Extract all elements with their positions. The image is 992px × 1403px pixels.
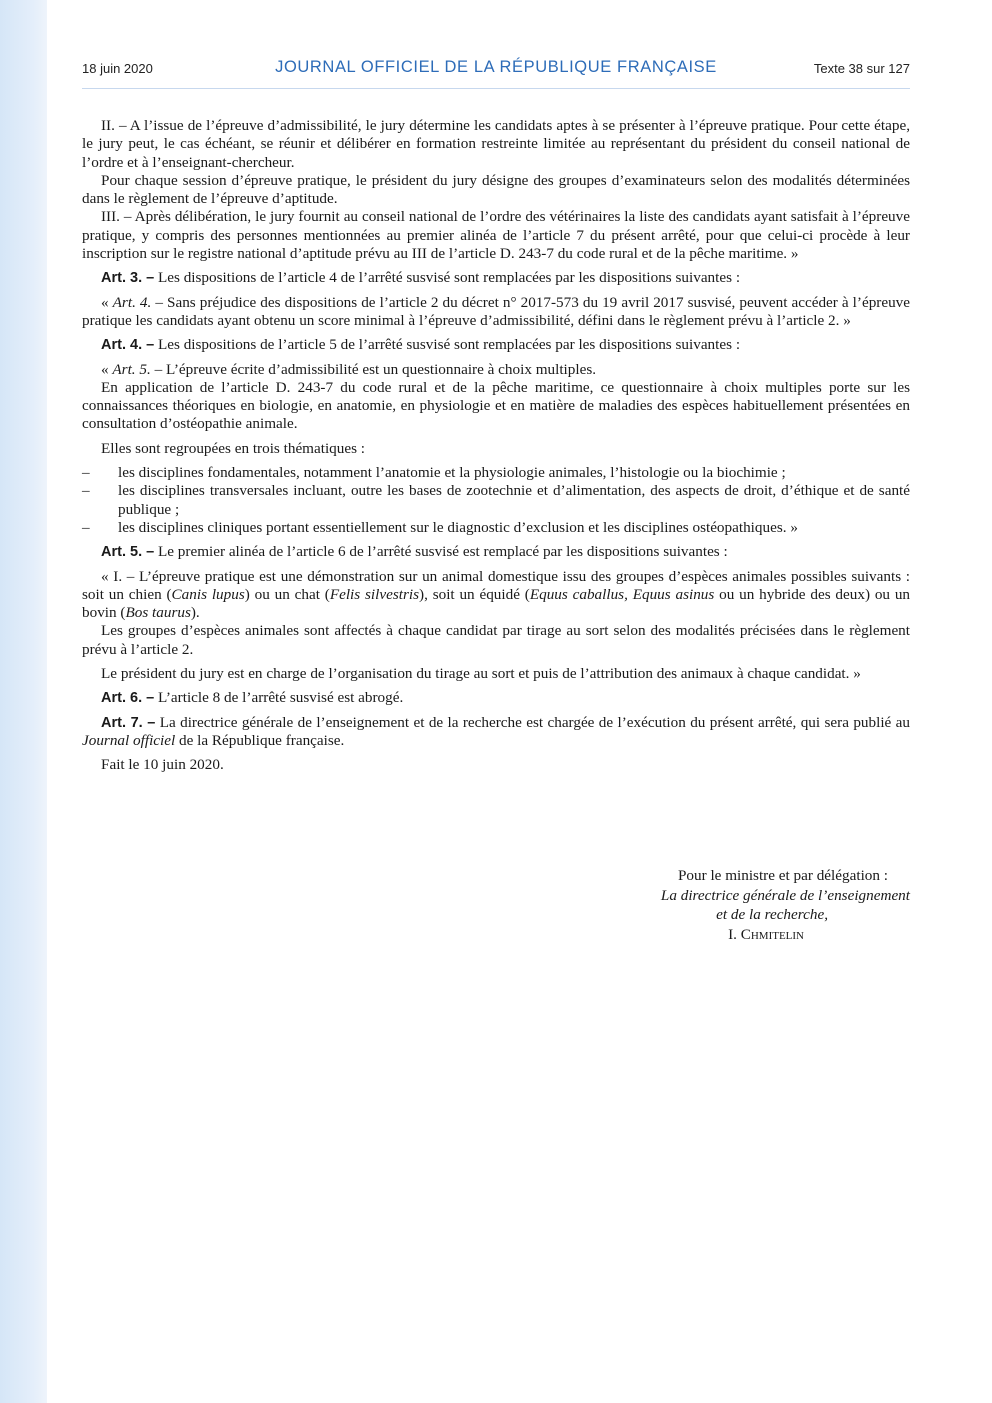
article-3 — [82, 269, 910, 287]
journal-title: JOURNAL OFFICIEL DE LA RÉPUBLIQUE FRANÇAISE — [275, 58, 717, 76]
signature-block — [580, 866, 910, 944]
article-7-label: Art. 7. – — [101, 714, 156, 731]
signatory-name — [580, 925, 910, 945]
header-text-number: Texte 38 sur 127 — [813, 61, 910, 76]
signature-title: La directrice générale de l’enseignement — [660, 886, 910, 904]
page-right-edge — [947, 0, 992, 1403]
list-dash: – — [82, 464, 90, 482]
article-6-text: L’article 8 de l’arrêté susvisé est abrogé. — [154, 689, 404, 707]
list-item-text: les disciplines transversales incluant, outre les bases de zootechnie et d’alimentation, des aspects de droit, d’éthique et de santé publique ; — [118, 482, 910, 518]
list-item-text: les disciplines cliniques portant essentiellement sur le diagnostic d’exclusion et les disciplines ostéopathiques. » — [118, 518, 798, 536]
article-6 — [82, 689, 910, 707]
signatory-initial: I. C — [728, 925, 751, 943]
signatory-surname: hmitelin — [750, 925, 804, 943]
paragraph-session: Pour chaque session d’épreuve pratique, le président du jury désigne des groupes d’examinateurs selon des modalités déterminées dans le règlement de l’épreuve d’aptitude. — [82, 171, 910, 208]
list-dash: – — [82, 518, 90, 536]
header-date: 18 juin 2020 — [82, 61, 153, 76]
list-item-text: les disciplines fondamentales, notamment l’anatomie et la physiologie animales, l’histologie ou la biochimie ; — [118, 464, 786, 482]
article-5-text: Le premier alinéa de l’article 6 de l’arrêté susvisé est remplacé par les dispositions suivantes : — [154, 543, 728, 561]
document-body — [82, 117, 910, 775]
article-3-label: Art. 3. – — [101, 270, 155, 287]
quote-part: ). — [190, 604, 200, 622]
species-name: Equus caballus, Equus asinus — [529, 585, 715, 603]
article-5-label: Art. 5. – — [101, 544, 155, 561]
article-3-quote — [82, 294, 910, 331]
themes-list — [82, 464, 910, 537]
paragraph-groupes: Les groupes d’espèces animales sont affectés à chaque candidat par tirage au sort selon des modalités précisées dans le règlement prévu à l’article 2. — [82, 622, 910, 658]
signing-date: Fait le 10 juin 2020. — [101, 756, 224, 774]
article-4 — [82, 336, 910, 354]
page-header — [82, 58, 910, 80]
list-item — [82, 482, 910, 519]
quote-part: ou un hybride des deux) ou un bovin ( — [82, 585, 911, 622]
paragraph-application: En application de l’article D. 243-7 du code rural et de la pêche maritime, ce questionnaire à choix multiples porte sur les connaissances théoriques en biologie, en anatomie, en physiologie et en matière de maladies des espèces habituellement présentées en consultation d’ostéopathie animale. — [82, 378, 910, 433]
quoted-article-4-label: Art. 4. — [112, 293, 152, 311]
paragraph-ii: II. – A l’issue de l’épreuve d’admissibilité, le jury détermine les candidats aptes à se présenter à l’épreuve pratique. Pour cette étape, le jury peut, le cas échéant, se réunir et délibérer en formation restreinte limitée au représentant du président du conseil national de l’ordre et à l’enseignant-chercheur. — [82, 117, 910, 171]
paragraph-president: Le président du jury est en charge de l’organisation du tirage au sort et puis de l’attribution des animaux à chaque candidat. » — [101, 665, 861, 683]
article-4-label: Art. 4. – — [101, 337, 155, 354]
left-margin-band — [0, 0, 47, 1403]
article-7 — [82, 714, 910, 751]
quote-part: ) ou un chat ( — [244, 585, 330, 603]
quote-open: « — [101, 360, 113, 378]
quote-open: « — [101, 293, 113, 311]
signature-delegation: Pour le ministre et par délégation : — [677, 867, 888, 884]
journal-reference: Journal officiel — [82, 731, 176, 749]
article-4-quote-text: – L’épreuve écrite d’admissibilité est un questionnaire à choix multiples. — [150, 360, 597, 378]
article-5-quote — [82, 568, 910, 623]
article-7-text: La directrice générale de l’enseignement et de la recherche est chargée de l’exécution du présent arrêté, qui sera publié au — [155, 713, 910, 731]
article-7-text-end: de la République française. — [175, 731, 345, 749]
list-item — [82, 464, 910, 482]
list-dash: – — [82, 482, 90, 500]
paragraph-elles: Elles sont regroupées en trois thématiques : — [101, 439, 366, 457]
article-6-label: Art. 6. – — [101, 690, 155, 707]
signature-title-continued: et de la recherche, — [716, 906, 828, 923]
header-divider — [82, 88, 910, 89]
article-5 — [82, 543, 910, 561]
paragraph-iii: III. – Après délibération, le jury fournit au conseil national de l’ordre des vétérinaires la liste des candidats ayant satisfait à l’épreuve pratique, y compris des personnes mentionnées au premier alinéa de l’article 7 du présent arrêté, pour que celui-ci procède à leur inscription sur le registre national d’aptitude prévu au III de l’article D. 243-7 du code rural et de la pêche maritime. » — [82, 208, 910, 263]
species-name: Bos taurus — [125, 604, 191, 622]
article-3-text: Les dispositions de l’article 4 de l’arrêté susvisé sont remplacées par les dispositions suivantes : — [154, 269, 741, 287]
article-4-text: Les dispositions de l’article 5 de l’arrêté susvisé sont remplacées par les dispositions suivantes : — [154, 336, 741, 354]
species-name: Canis lupus — [171, 585, 245, 603]
quote-part: ), soit un équidé ( — [419, 585, 530, 603]
quoted-article-5-label: Art. 5. — [112, 360, 151, 378]
quote-part: « I. – L’épreuve pratique est une démonstration sur un animal domestique issu des groupes d’espèces animales possibles suivants : soit un chien ( — [82, 567, 910, 603]
article-3-quote-text: – Sans préjudice des dispositions de l’article 2 du décret n° 2017-573 du 19 avril 2017 susvisé, peuvent accéder à l’épreuve pratique les candidats ayant obtenu un score minimal à l’épreuve d’admissibilité, défini dans le règlement prévu à l’article 2. » — [82, 293, 911, 329]
article-4-quote — [82, 361, 910, 379]
species-name: Felis silvestris — [329, 585, 420, 603]
list-item — [82, 519, 910, 537]
